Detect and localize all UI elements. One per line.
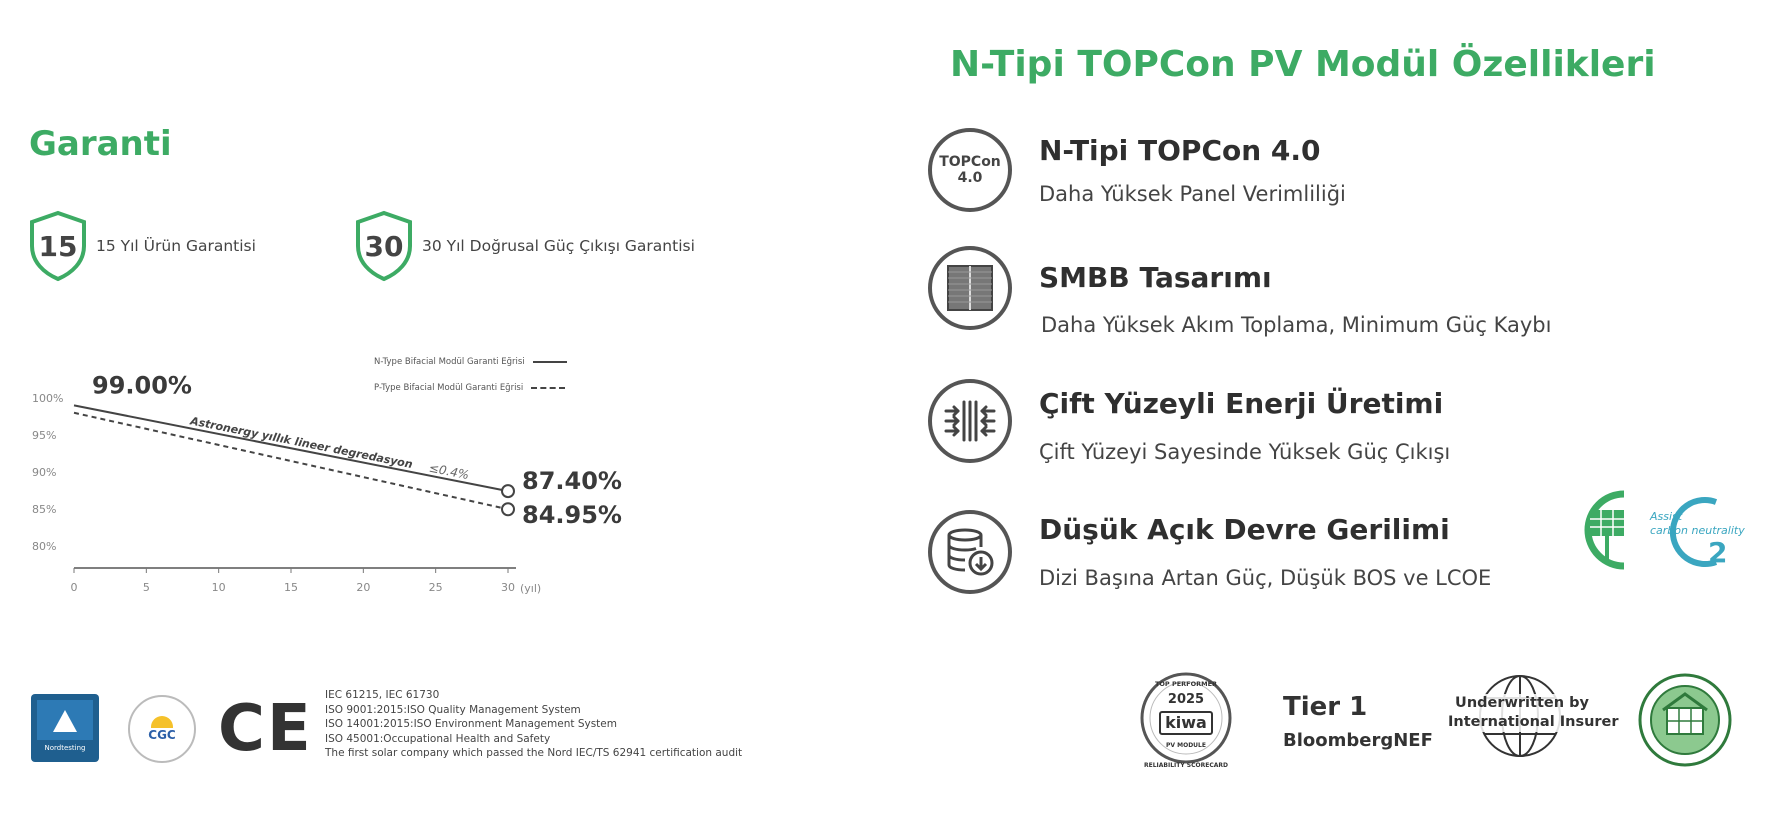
- degradation-value: ≤0.4%: [427, 460, 471, 483]
- bloombergnef-label: BloombergNEF: [1283, 730, 1433, 751]
- underwritten-line1: Underwritten by: [1455, 695, 1589, 711]
- green-certification-seal-icon: [1637, 672, 1733, 768]
- feature-title-bifacial: Çift Yüzeyli Enerji Üretimi: [1039, 387, 1444, 420]
- legend-p-type-label: P-Type Bifacial Modül Garanti Eğrisi: [374, 383, 524, 393]
- x-tick-label: 30: [501, 581, 515, 594]
- degradation-annotation: Astronergy yıllık lineer degredasyon: [189, 414, 414, 472]
- p-type-end-point: [502, 503, 514, 515]
- cert-line: ISO 9001:2015:ISO Quality Management System: [325, 703, 581, 716]
- x-tick-label: 25: [428, 581, 443, 594]
- cert-line: The first solar company which passed the Nord IEC/TS 62941 certification audit: [325, 747, 743, 759]
- kiwa-bottom-label-2: RELIABILITY SCORECARD: [1144, 762, 1228, 769]
- y-tick-label: 80%: [32, 539, 57, 553]
- nord-badge: [31, 694, 99, 762]
- feature-subtitle-bifacial: Çift Yüzeyi Sayesinde Yüksek Güç Çıkışı: [1039, 440, 1451, 464]
- y-tick-label: 100%: [32, 392, 64, 405]
- nord-badge-label: Nordtesting: [44, 744, 86, 752]
- p-type-end-value-label: 84.95%: [522, 501, 622, 530]
- feature-subtitle-smbb: Daha Yüksek Akım Toplama, Minimum Güç Kaybı: [1041, 313, 1552, 337]
- cert-line: ISO 45001:Occupational Health and Safety: [325, 732, 551, 745]
- feature-title-topcon: N-Tipi TOPCon 4.0: [1039, 134, 1321, 167]
- carbon-badge-line1: Assist: [1650, 510, 1683, 523]
- underwritten-label: [1448, 694, 1619, 732]
- topcon-badge-line1: TOPCon: [939, 154, 1001, 170]
- kiwa-name: kiwa: [1165, 713, 1207, 732]
- warranty-15-label: 15 Yıl Ürün Garantisi: [96, 237, 256, 255]
- feature-subtitle-topcon: Daha Yüksek Panel Verimliliği: [1039, 182, 1346, 206]
- carbon-badge-subscript: 2: [1708, 536, 1728, 569]
- solar-cell-grid-icon: [928, 246, 1012, 330]
- kiwa-year: 2025: [1167, 692, 1205, 707]
- legend-n-type-label: N-Type Bifacial Modül Garanti Eğrisi: [374, 357, 525, 367]
- n-type-end-point: [502, 485, 514, 497]
- warranty-15-number: 15: [38, 230, 78, 263]
- underwritten-line2: International Insurer: [1448, 714, 1619, 730]
- cgc-seal: [128, 695, 196, 763]
- carbon-badge-line2: carbon neutrality: [1650, 524, 1745, 537]
- cert-line: ISO 14001:2015:ISO Environment Management System: [325, 718, 617, 730]
- p-type-series-line: [74, 413, 508, 509]
- x-tick-label: 20: [356, 581, 371, 594]
- tier-1-label: Tier 1: [1283, 692, 1368, 722]
- n-type-series-line: [74, 405, 508, 491]
- topcon-icon: [928, 128, 1012, 212]
- x-tick-label: 0: [70, 581, 78, 594]
- feature-subtitle-low-voltage: Dizi Başına Artan Güç, Düşük BOS ve LCOE: [1039, 566, 1492, 590]
- cgc-sun-icon: [151, 716, 173, 728]
- database-download-icon: [928, 510, 1012, 594]
- certification-list: [325, 688, 742, 761]
- y-tick-label: 85%: [32, 502, 57, 516]
- kiwa-bottom-label-1: PV MODULE: [1166, 742, 1206, 749]
- nord-badge-graphic-icon: [37, 700, 93, 740]
- bifacial-arrows-icon: [928, 379, 1012, 463]
- warranty-title: Garanti: [29, 124, 172, 164]
- feature-title-smbb: SMBB Tasarımı: [1039, 261, 1272, 294]
- x-tick-label: 5: [142, 581, 150, 594]
- carbon-neutrality-badge: [1566, 480, 1766, 580]
- feature-title-low-voltage: Düşük Açık Devre Gerilimi: [1039, 513, 1450, 546]
- start-value-label: 99.00%: [92, 371, 192, 400]
- features-title: N-Tipi TOPCon PV Modül Özellikleri: [950, 44, 1656, 85]
- y-tick-label: 95%: [32, 428, 57, 442]
- x-tick-label: 15: [284, 581, 298, 594]
- cgc-label: CGC: [148, 728, 176, 742]
- x-axis-unit: (yıl): [520, 582, 542, 595]
- kiwa-top-label: TOP PERFORMER: [1154, 680, 1218, 688]
- warranty-30-label: 30 Yıl Doğrusal Güç Çıkışı Garantisi: [422, 237, 695, 255]
- warranty-30-number: 30: [364, 230, 404, 263]
- y-tick-label: 90%: [32, 465, 57, 479]
- x-tick-label: 10: [211, 581, 226, 594]
- kiwa-award: [1132, 666, 1240, 774]
- topcon-badge-line2: 4.0: [957, 170, 983, 186]
- n-type-end-value-label: 87.40%: [522, 467, 622, 496]
- cert-line: IEC 61215, IEC 61730: [325, 689, 440, 701]
- ce-mark: CE: [218, 692, 313, 766]
